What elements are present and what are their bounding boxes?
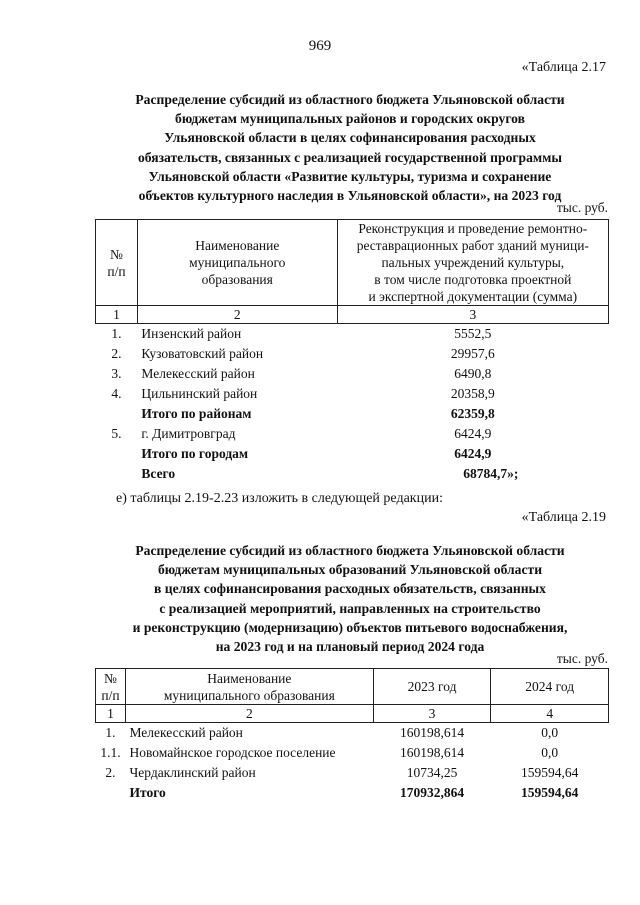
row-number bbox=[96, 444, 138, 464]
table-header-row bbox=[96, 220, 609, 306]
table-2-19-title bbox=[80, 541, 620, 656]
header-line: № bbox=[110, 246, 123, 262]
title-line: обязательств, связанных с реализацией государственной программы bbox=[137, 149, 563, 165]
row-value-2023: 10734,25 bbox=[406, 765, 458, 780]
table-2-19-units: тыс. руб. bbox=[556, 651, 608, 666]
row-value-2023: 160198,614 bbox=[399, 725, 465, 740]
row-number bbox=[96, 464, 138, 484]
row-value: 6424,9 bbox=[454, 446, 492, 461]
row-number: 1.1. bbox=[100, 745, 121, 760]
table-row bbox=[96, 424, 609, 444]
page-number: 969 bbox=[308, 38, 332, 54]
row-name: Цильнинский район bbox=[141, 386, 258, 401]
row-value: 6490,8 bbox=[454, 366, 492, 381]
col-header-name bbox=[125, 669, 373, 705]
header-line: Реконструкция и проведение ремонтно- bbox=[358, 221, 588, 236]
header-line: муниципального образования bbox=[163, 687, 335, 703]
table-2-17-ref: «Таблица 2.17 bbox=[521, 60, 606, 75]
row-number: 1. bbox=[111, 326, 122, 341]
header-line: реставрационных работ зданий муници- bbox=[356, 238, 589, 253]
table-index-row bbox=[96, 705, 609, 723]
table-index-row bbox=[96, 306, 609, 324]
row-value: 68784,7»; bbox=[463, 466, 519, 481]
table-row bbox=[96, 763, 609, 783]
subtotal-row bbox=[96, 404, 609, 424]
instruction-text: е) таблицы 2.19-2.23 изложить в следующей редакции: bbox=[116, 491, 443, 506]
row-name: Инзенский район bbox=[141, 326, 242, 341]
table-row bbox=[96, 723, 609, 744]
row-name: Чердаклинский район bbox=[129, 765, 256, 780]
title-line: в целях софинансирования расходных обязательств, связанных bbox=[154, 581, 546, 597]
title-line: Распределение субсидий из областного бюджета Ульяновской области bbox=[135, 92, 565, 107]
col-header-2024: 2024 год bbox=[491, 669, 609, 705]
header-line: в том числе подготовка проектной bbox=[374, 272, 572, 287]
title-line: Ульяновской области «Развитие культуры, туризма и сохранение bbox=[148, 168, 552, 184]
total-row bbox=[96, 464, 609, 484]
index-cell: 2 bbox=[137, 306, 337, 324]
title-line: с реализацией мероприятий, направленных на строительство bbox=[159, 600, 541, 616]
index-cell: 1 bbox=[96, 705, 126, 723]
row-value: 29957,6 bbox=[450, 346, 495, 361]
header-line: № bbox=[104, 670, 117, 686]
header-line: образования bbox=[201, 272, 273, 287]
col-header-name bbox=[137, 220, 337, 306]
row-name: Мелекесский район bbox=[141, 366, 255, 381]
row-number: 4. bbox=[111, 386, 122, 401]
header-line: п/п bbox=[107, 263, 126, 279]
row-value-2024: 0,0 bbox=[541, 725, 559, 740]
row-value-2024: 159594,64 bbox=[521, 785, 579, 800]
row-number: 2. bbox=[111, 346, 122, 361]
row-value-2024: 159594,64 bbox=[521, 765, 579, 780]
header-line: Наименование bbox=[195, 238, 280, 253]
row-number: 2. bbox=[105, 765, 116, 780]
table-header-row bbox=[96, 669, 609, 705]
row-name: Итого bbox=[129, 785, 166, 800]
row-value-2024: 0,0 bbox=[541, 745, 559, 760]
table-2-17 bbox=[95, 219, 609, 484]
table-row bbox=[96, 324, 609, 345]
row-number bbox=[96, 783, 126, 803]
col-header-no bbox=[96, 669, 126, 705]
row-name: Итого по районам bbox=[141, 406, 252, 421]
row-number: 1. bbox=[105, 725, 116, 740]
row-name: г. Димитровград bbox=[141, 426, 236, 441]
table-2-19-ref: «Таблица 2.19 bbox=[521, 510, 606, 525]
index-cell: 3 bbox=[337, 306, 608, 324]
index-cell: 3 bbox=[373, 705, 491, 723]
row-name: Всего bbox=[141, 466, 176, 481]
header-line: и экспертной документации (сумма) bbox=[368, 289, 578, 304]
title-line: Распределение субсидий из областного бюджета Ульяновской области bbox=[135, 543, 565, 558]
table-row bbox=[96, 743, 609, 763]
row-name: Мелекесский район bbox=[129, 725, 243, 740]
row-value-2023: 160198,614 bbox=[399, 745, 465, 760]
table-row bbox=[96, 384, 609, 404]
row-name: Новомайнское городское поселение bbox=[129, 745, 336, 760]
row-value-2023: 170932,864 bbox=[399, 785, 465, 800]
header-line: Наименование bbox=[207, 670, 292, 686]
table-2-17-title bbox=[80, 90, 620, 205]
row-number: 3. bbox=[111, 366, 122, 381]
col-header-2023: 2023 год bbox=[373, 669, 491, 705]
subtotal-row bbox=[96, 444, 609, 464]
col-header-no bbox=[96, 220, 138, 306]
total-row bbox=[96, 783, 609, 803]
row-value: 62359,8 bbox=[450, 406, 495, 421]
row-name: Итого по городам bbox=[141, 446, 249, 461]
title-line: бюджетам муниципальных образований Ульяновской области bbox=[157, 562, 543, 578]
row-value: 20358,9 bbox=[450, 386, 495, 401]
row-number: 5. bbox=[111, 426, 122, 441]
table-row bbox=[96, 364, 609, 384]
title-line: на 2023 год и на плановый период 2024 года bbox=[215, 639, 485, 655]
title-line: бюджетам муниципальных районов и городских округов bbox=[175, 111, 525, 127]
row-value: 5552,5 bbox=[454, 326, 492, 341]
header-line: п/п bbox=[101, 687, 120, 703]
header-line: пальных учреждений культуры, bbox=[381, 255, 565, 270]
title-line: объектов культурного наследия в Ульяновской области», на 2023 год bbox=[138, 188, 562, 204]
col-header-value bbox=[337, 220, 608, 306]
index-cell: 4 bbox=[491, 705, 609, 723]
row-name: Кузоватовский район bbox=[141, 346, 264, 361]
index-cell: 2 bbox=[125, 705, 373, 723]
row-number bbox=[96, 404, 138, 424]
title-line: Ульяновской области в целях софинансирования расходных bbox=[164, 130, 536, 146]
header-line: муниципального bbox=[189, 255, 286, 270]
index-cell: 1 bbox=[96, 306, 138, 324]
row-value: 6424,9 bbox=[454, 426, 492, 441]
table-row bbox=[96, 344, 609, 364]
title-line: и реконструкцию (модернизацию) объектов питьевого водоснабжения, bbox=[132, 619, 568, 635]
table-2-19 bbox=[95, 668, 609, 803]
table-2-17-units: тыс. руб. bbox=[556, 200, 608, 215]
